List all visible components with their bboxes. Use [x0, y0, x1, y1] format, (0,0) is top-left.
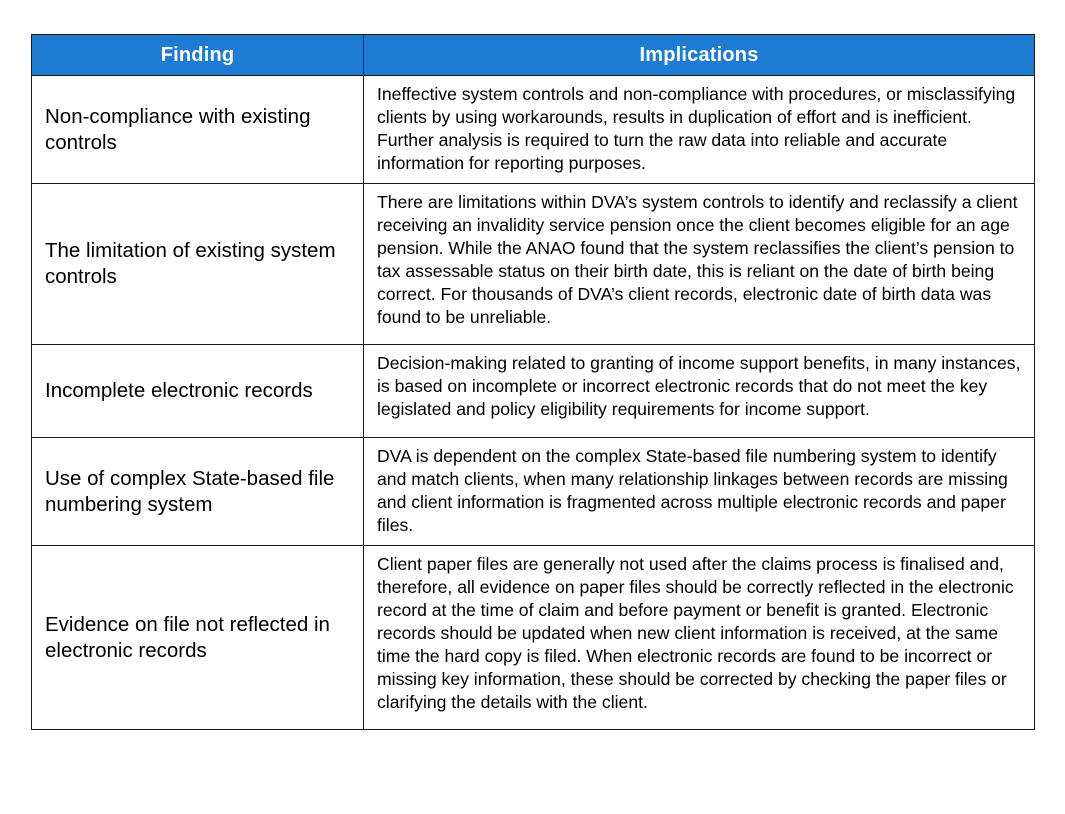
implication-cell: Ineffective system controls and non-compliance with procedures, or misclassifying clients by using workarounds, results in duplication of effort and is inefficient. Further analysis is required to turn the raw data into reliable and accurate information for reporting purposes.	[364, 76, 1035, 184]
table-header	[32, 35, 1035, 76]
header-row	[32, 35, 1035, 76]
table-row	[32, 438, 1035, 546]
finding-cell: Non-compliance with existing controls	[32, 76, 364, 184]
table-row	[32, 76, 1035, 184]
table-row	[32, 345, 1035, 438]
header-implications: Implications	[364, 35, 1035, 76]
implication-cell: There are limitations within DVA’s system controls to identify and reclassify a client receiving an invalidity service pension once the client becomes eligible for an age pension. While the ANAO found that the system reclassifies the client’s pension to tax assessable status on their birth date, this is reliant on the date of birth being correct. For thousands of DVA’s client records, electronic date of birth data was found to be unreliable.	[364, 184, 1035, 345]
finding-cell: Incomplete electronic records	[32, 345, 364, 438]
implication-cell: Decision-making related to granting of income support benefits, in many instances, is based on incomplete or incorrect electronic records that do not meet the key legislated and policy eligibility requirements for income support.	[364, 345, 1035, 438]
finding-cell: The limitation of existing system controls	[32, 184, 364, 345]
finding-cell: Evidence on file not reflected in electronic records	[32, 546, 364, 730]
findings-table	[31, 34, 1035, 730]
table-body	[32, 76, 1035, 730]
implication-cell: DVA is dependent on the complex State-based file numbering system to identify and match clients, when many relationship linkages between records are missing and client information is fragmented across multiple electronic records and paper files.	[364, 438, 1035, 546]
header-finding: Finding	[32, 35, 364, 76]
implication-cell: Client paper files are generally not used after the claims process is finalised and, therefore, all evidence on paper files should be correctly reflected in the electronic record at the time of claim and before payment or benefit is granted. Electronic records should be updated when new client information is received, at the same time the hard copy is filed. When electronic records are found to be incorrect or missing key information, these should be corrected by checking the paper files or clarifying the details with the client.	[364, 546, 1035, 730]
table-row	[32, 184, 1035, 345]
table-row	[32, 546, 1035, 730]
finding-cell: Use of complex State-based file numbering system	[32, 438, 364, 546]
